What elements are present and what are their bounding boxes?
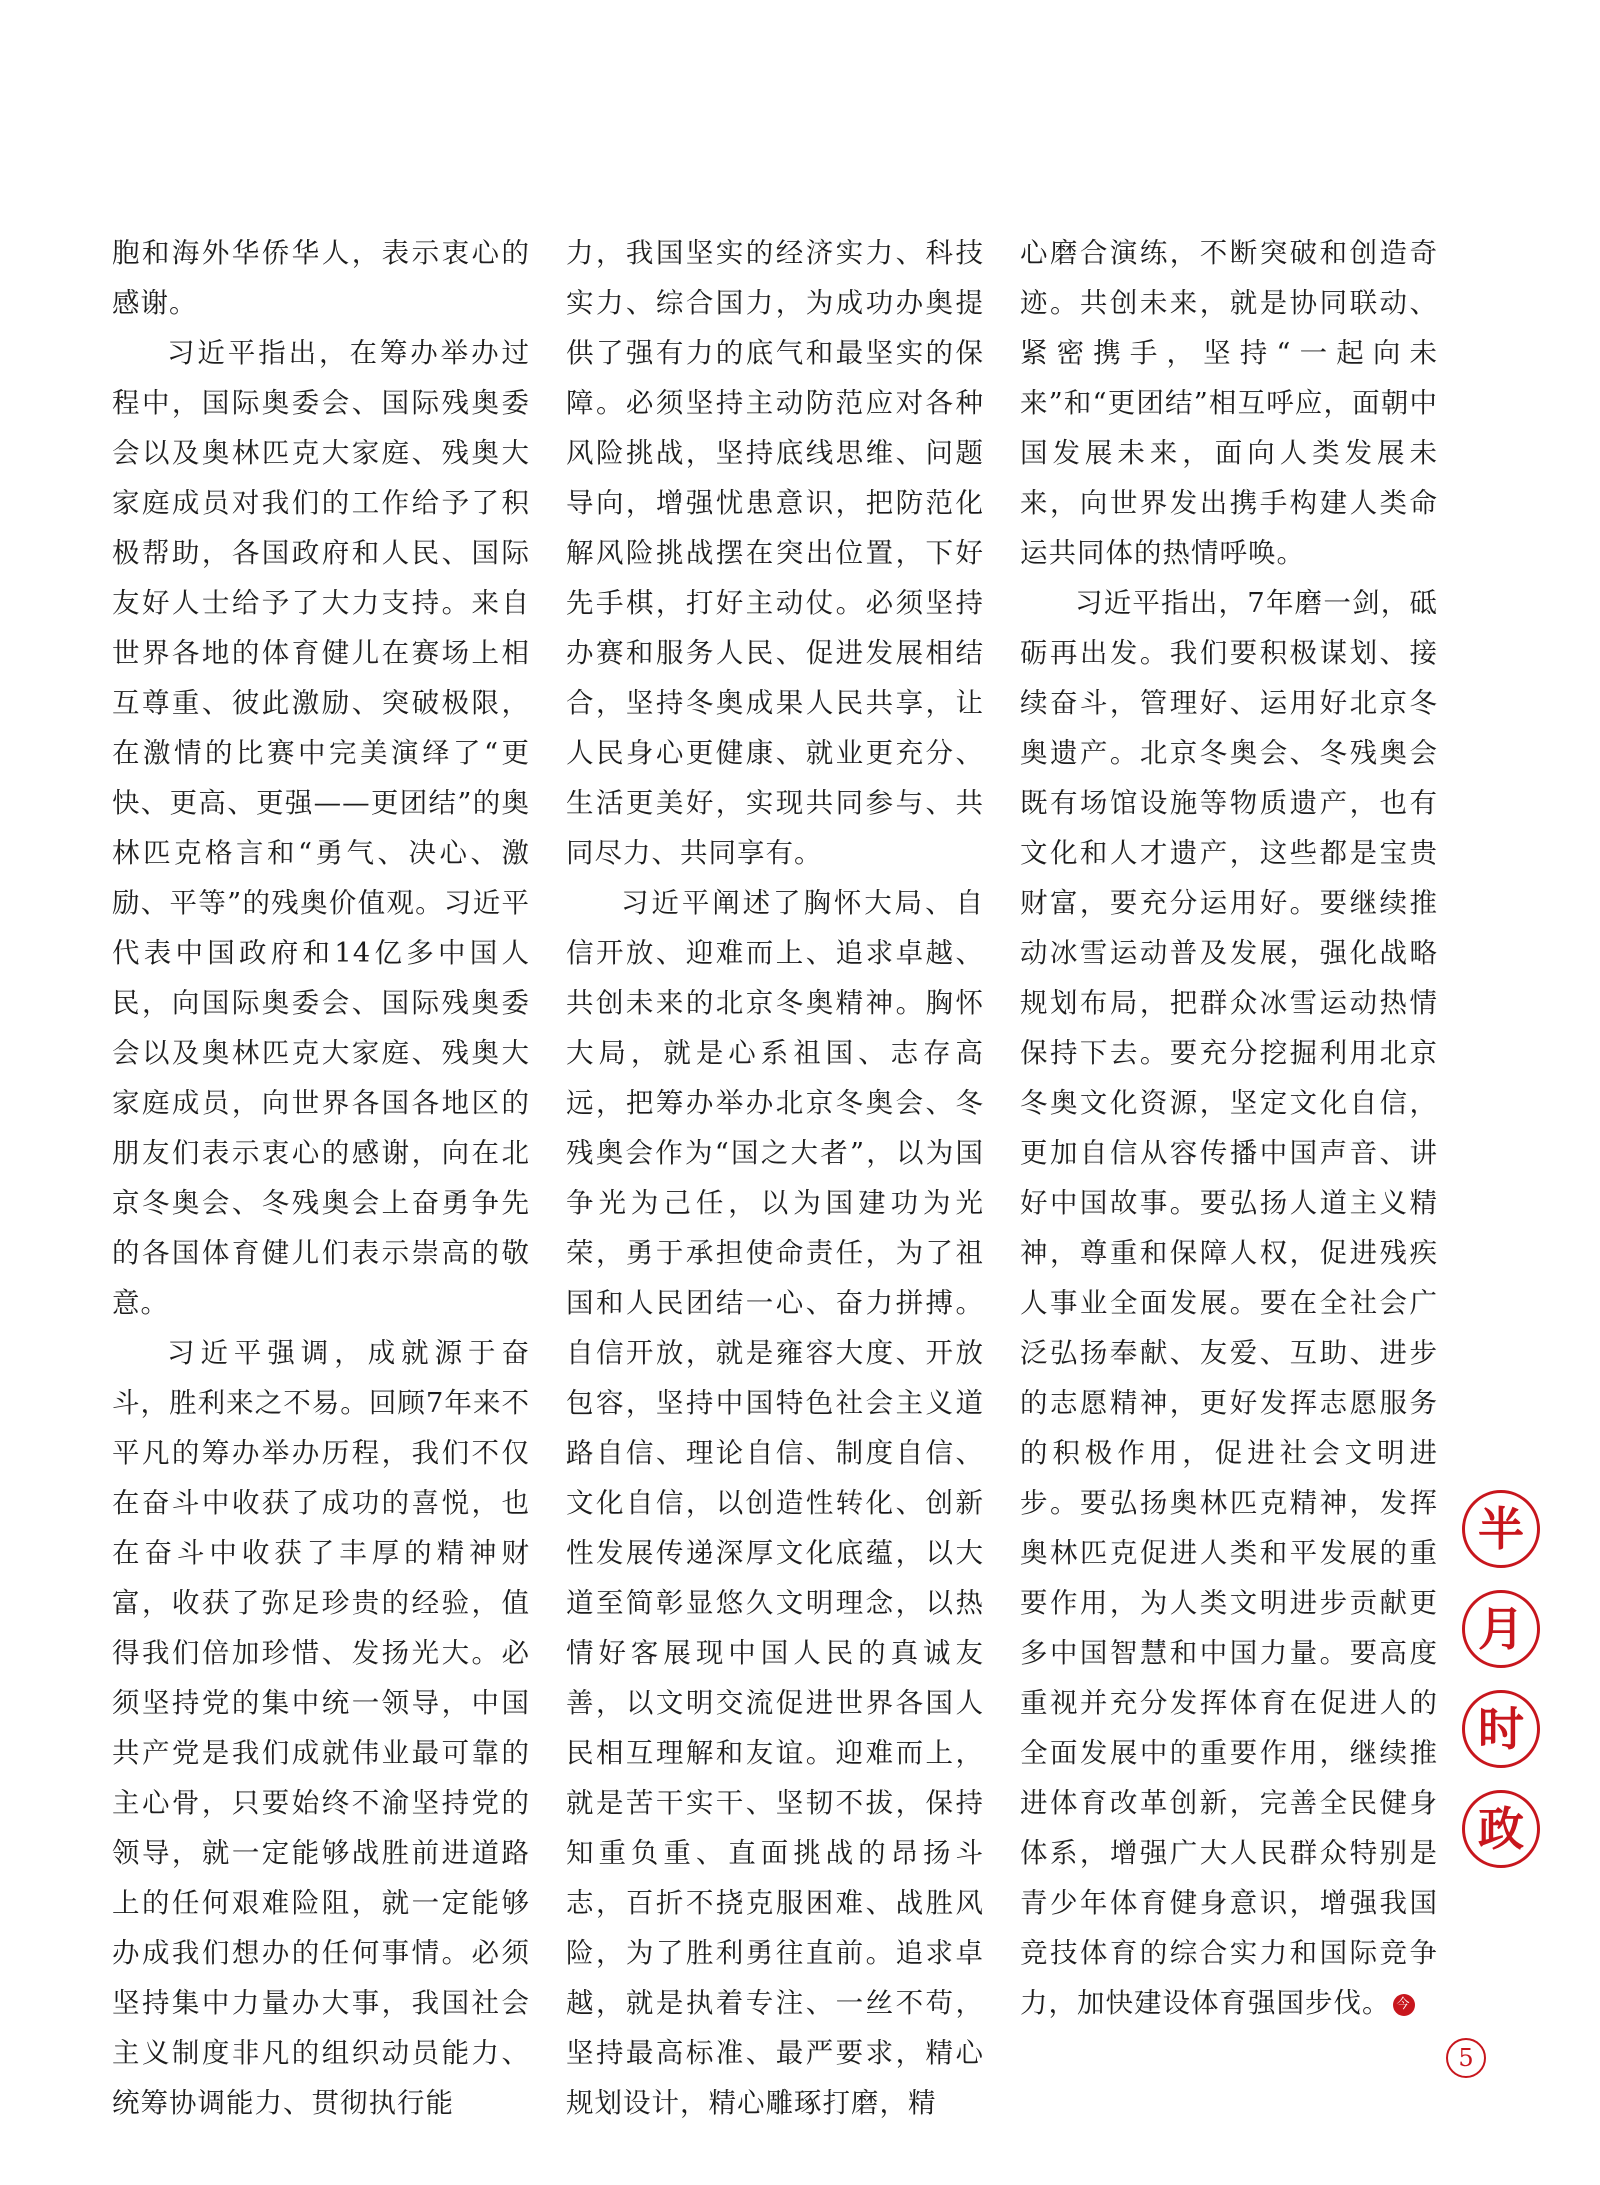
article-column-1 [112, 228, 530, 2128]
section-label-char: 半 [1462, 1490, 1540, 1568]
paragraph: 胞和海外华侨华人，表示衷心的感谢。 [112, 237, 530, 319]
paragraph-text: 习近平指出，7年磨一剑，砥砺再出发。我们要积极谋划、接续奋斗，管理好、运用好北京冬奥遗产。北京冬奥会、冬残奥会既有场馆设施等物质遗产，也有文化和人才遗产，这些都是宝贵财富，要充分运用好。要继续推动冰雪运动普及发展，强化战略规划布局，把群众冰雪运动热情保持下去。要充分挖掘利用北京冬奥文化资源，坚定文化自信，更加自信从容传播中国声音、讲好中国故事。要弘扬人道主义精神，尊重和保障人权，促进残疾人事业全面发展。要在全社会广泛弘扬奉献、友爱、互助、进步的志愿精神，更好发挥志愿服务的积极作用，促进社会文明进步。要弘扬奥林匹克精神，发挥奥林匹克促进人类和平发展的重要作用，为人类文明进步贡献更多中国智慧和中国力量。要高度重视并充分发挥体育在促进人的全面发展中的重要作用，继续推进体育改革创新，完善全民健身体系，增强广大人民群众特别是青少年体育健身意识，增强我国竞技体育的综合实力和国际竞争力，加快建设体育强国步伐。 [1020, 587, 1438, 2019]
article-column-2 [566, 228, 984, 2128]
end-of-article-icon: 今 [1393, 1994, 1415, 2016]
page-number: 5 [1446, 2038, 1486, 2078]
paragraph: 习近平阐述了胸怀大局、自信开放、迎难而上、追求卓越、共创未来的北京冬奥精神。胸怀大局，就是心系祖国、志存高远，把筹办举办北京冬奥会、冬残奥会作为“国之大者”，以为国争光为己任，以为国建功为光荣，勇于承担使命责任，为了祖国和人民团结一心、奋力拼搏。自信开放，就是雍容大度、开放包容，坚持中国特色社会主义道路自信、理论自信、制度自信、文化自信，以创造性转化、创新性发展传递深厚文化底蕴，以大道至简彰显悠久文明理念，以热情好客展现中国人民的真诚友善，以文明交流促进世界各国人民相互理解和友谊。迎难而上，就是苦干实干、坚韧不拔，保持知重负重、直面挑战的昂扬斗志，百折不挠克服困难、战胜风险，为了胜利勇往直前。追求卓越，就是执着专注、一丝不苟，坚持最高标准、最严要求，精心规划设计，精心雕琢打磨，精 [566, 887, 984, 2119]
article-column-3 [1020, 228, 1438, 2028]
paragraph: 心磨合演练，不断突破和创造奇迹。共创未来，就是协同联动、紧密携手，坚持“一起向未来”和“更团结”相互呼应，面朝中国发展未来，面向人类发展未来，向世界发出携手构建人类命运共同体的热情呼唤。 [1020, 237, 1438, 569]
paragraph: 习近平指出，在筹办举办过程中，国际奥委会、国际残奥委会以及奥林匹克大家庭、残奥大家庭成员对我们的工作给予了积极帮助，各国政府和人民、国际友好人士给予了大力支持。来自世界各地的体育健儿在赛场上相互尊重、彼此激励、突破极限，在激情的比赛中完美演绎了“更快、更高、更强——更团结”的奥林匹克格言和“勇气、决心、激励、平等”的残奥价值观。习近平代表中国政府和14亿多中国人民，向国际奥委会、国际残奥委会以及奥林匹克大家庭、残奥大家庭成员，向世界各国各地区的朋友们表示衷心的感谢，向在北京冬奥会、冬残奥会上奋勇争先的各国体育健儿们表示崇高的敬意。 [112, 337, 530, 1319]
paragraph: 力，我国坚实的经济实力、科技实力、综合国力，为成功办奥提供了强有力的底气和最坚实的保障。必须坚持主动防范应对各种风险挑战，坚持底线思维、问题导向，增强忧患意识，把防范化解风险挑战摆在突出位置，下好先手棋，打好主动仗。必须坚持办赛和服务人民、促进发展相结合，坚持冬奥成果人民共享，让人民身心更健康、就业更充分、生活更美好，实现共同参与、共同尽力、共同享有。 [566, 237, 984, 869]
paragraph: 习近平强调，成就源于奋斗，胜利来之不易。回顾7年来不平凡的筹办举办历程，我们不仅在奋斗中收获了成功的喜悦，也在奋斗中收获了丰厚的精神财富，收获了弥足珍贵的经验，值得我们倍加珍惜、发扬光大。必须坚持党的集中统一领导，中国共产党是我们成就伟业最可靠的主心骨，只要始终不渝坚持党的领导，就一定能够战胜前进道路上的任何艰难险阻，就一定能够办成我们想办的任何事情。必须坚持集中力量办大事，我国社会主义制度非凡的组织动员能力、统筹协调能力、贯彻执行能 [112, 1337, 530, 2119]
section-label [1462, 1490, 1542, 1890]
section-label-char: 时 [1462, 1690, 1540, 1768]
section-label-char: 月 [1462, 1590, 1540, 1668]
section-label-char: 政 [1462, 1790, 1540, 1868]
paragraph-last [1020, 578, 1438, 2028]
